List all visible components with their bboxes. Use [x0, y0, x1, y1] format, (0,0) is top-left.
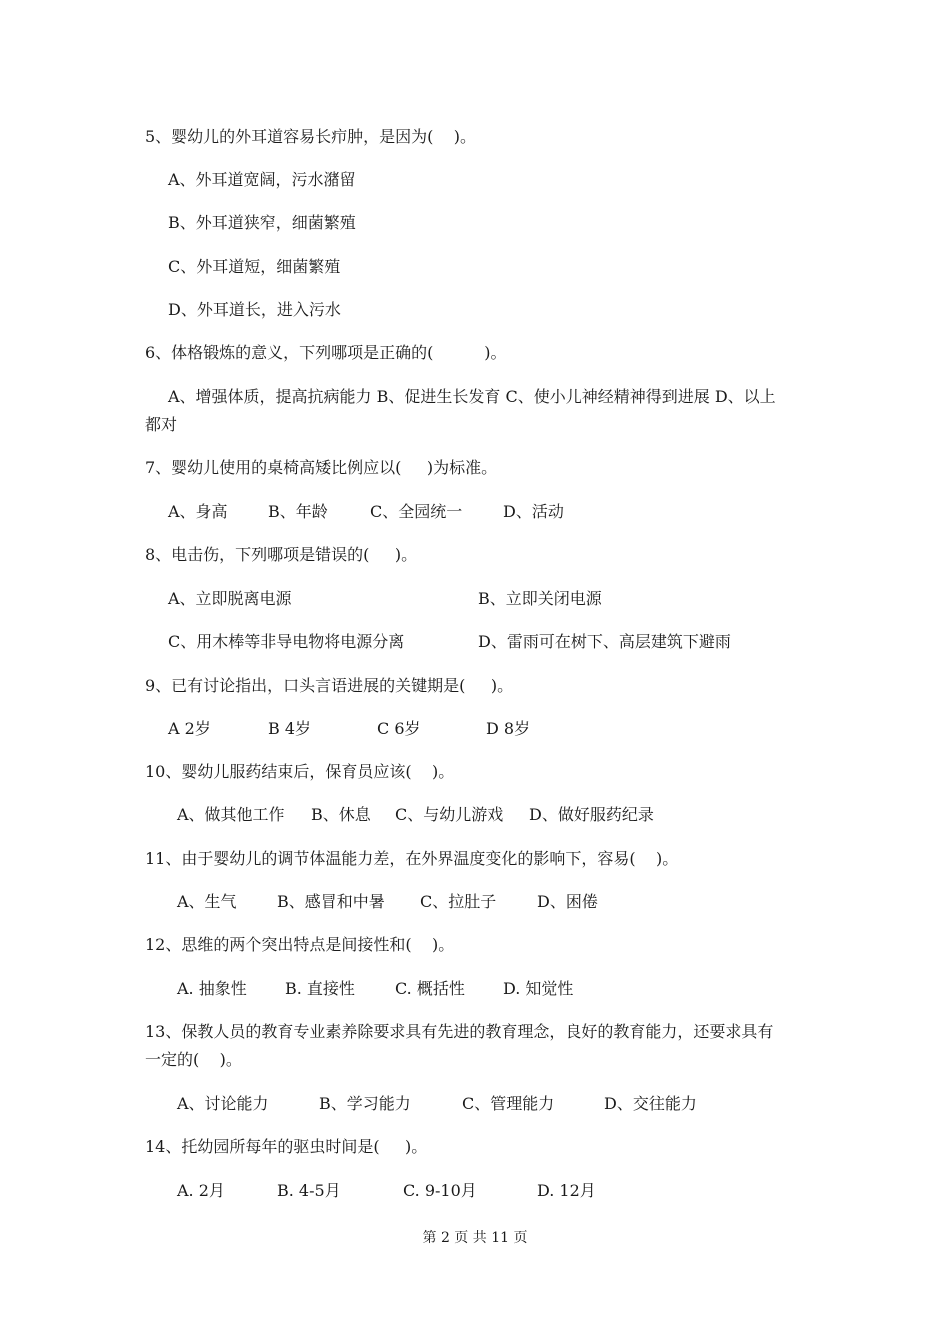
question-10-stem: 10、婴幼儿服药结束后，保育员应该( )。	[145, 762, 455, 781]
question-11-option-a: A、生气	[177, 892, 237, 911]
question-13-option-d: D、交往能力	[604, 1094, 697, 1113]
question-12-option-d: D. 知觉性	[503, 979, 574, 998]
question-12-option-a: A. 抽象性	[177, 979, 247, 998]
question-10-option-d: D、做好服药纪录	[529, 805, 654, 824]
question-7-option-a: A、身高	[168, 502, 228, 521]
question-6-stem: 6、体格锻炼的意义，下列哪项是正确的( )。	[145, 343, 507, 362]
question-7-option-d: D、活动	[503, 502, 564, 521]
question-13-stem-line-1: 13、保教人员的教育专业素养除要求具有先进的教育理念，良好的教育能力，还要求具有	[145, 1022, 774, 1041]
question-9-option-d: D 8岁	[486, 719, 531, 738]
question-11-stem: 11、由于婴幼儿的调节体温能力差，在外界温度变化的影响下，容易( )。	[145, 849, 679, 868]
question-11-option-b: B、感冒和中暑	[277, 892, 385, 911]
question-10-option-c: C、与幼儿游戏	[395, 805, 504, 824]
question-5-option-b: B、外耳道狭窄，细菌繁殖	[168, 213, 356, 232]
question-12-option-c: C. 概括性	[395, 979, 465, 998]
question-14-option-d: D. 12月	[537, 1181, 596, 1200]
question-9-option-c: C 6岁	[377, 719, 421, 738]
question-7-option-c: C、全园统一	[370, 502, 463, 521]
question-9-option-a: A 2岁	[168, 719, 211, 738]
question-5-option-c: C、外耳道短，细菌繁殖	[168, 257, 341, 276]
question-10-option-b: B、休息	[311, 805, 371, 824]
page-footer: 第 2 页 共 11 页	[422, 1230, 528, 1246]
question-13-option-c: C、管理能力	[462, 1094, 555, 1113]
question-6-options-line-2: 都对	[145, 415, 178, 434]
question-12-option-b: B. 直接性	[285, 979, 355, 998]
question-9-stem: 9、已有讨论指出，口头言语进展的关键期是( )。	[145, 676, 514, 695]
question-8-option-d: D、雷雨可在树下、高层建筑下避雨	[478, 632, 731, 651]
question-10-option-a: A、做其他工作	[177, 805, 285, 824]
question-5-option-d: D、外耳道长，进入污水	[168, 300, 341, 319]
question-9-option-b: B 4岁	[268, 719, 312, 738]
question-14-option-b: B. 4-5月	[277, 1181, 341, 1200]
question-14-stem: 14、托幼园所每年的驱虫时间是( )。	[145, 1137, 428, 1156]
question-5-option-a: A、外耳道宽阔，污水潴留	[168, 170, 356, 189]
question-5-stem: 5、婴幼儿的外耳道容易长疖肿，是因为( )。	[145, 127, 477, 146]
question-12-stem: 12、思维的两个突出特点是间接性和( )。	[145, 935, 455, 954]
question-14-option-c: C. 9-10月	[403, 1181, 477, 1200]
question-8-option-c: C、用木棒等非导电物将电源分离	[168, 632, 405, 651]
question-13-option-a: A、讨论能力	[177, 1094, 269, 1113]
question-13-stem-line-2: 一定的( )。	[145, 1050, 242, 1069]
question-14-option-a: A. 2月	[177, 1181, 225, 1200]
question-11-option-d: D、困倦	[537, 892, 598, 911]
question-8-stem: 8、电击伤，下列哪项是错误的( )。	[145, 545, 418, 564]
question-7-stem: 7、婴幼儿使用的桌椅高矮比例应以( )为标准。	[145, 458, 498, 477]
question-6-options-line-1: A、增强体质，提高抗病能力 B、促进生长发育 C、使小儿神经精神得到进展 D、以上	[168, 387, 776, 406]
question-13-option-b: B、学习能力	[319, 1094, 411, 1113]
question-8-option-b: B、立即关闭电源	[478, 589, 602, 608]
question-7-option-b: B、年龄	[268, 502, 328, 521]
question-8-option-a: A、立即脱离电源	[168, 589, 292, 608]
question-11-option-c: C、拉肚子	[420, 892, 497, 911]
